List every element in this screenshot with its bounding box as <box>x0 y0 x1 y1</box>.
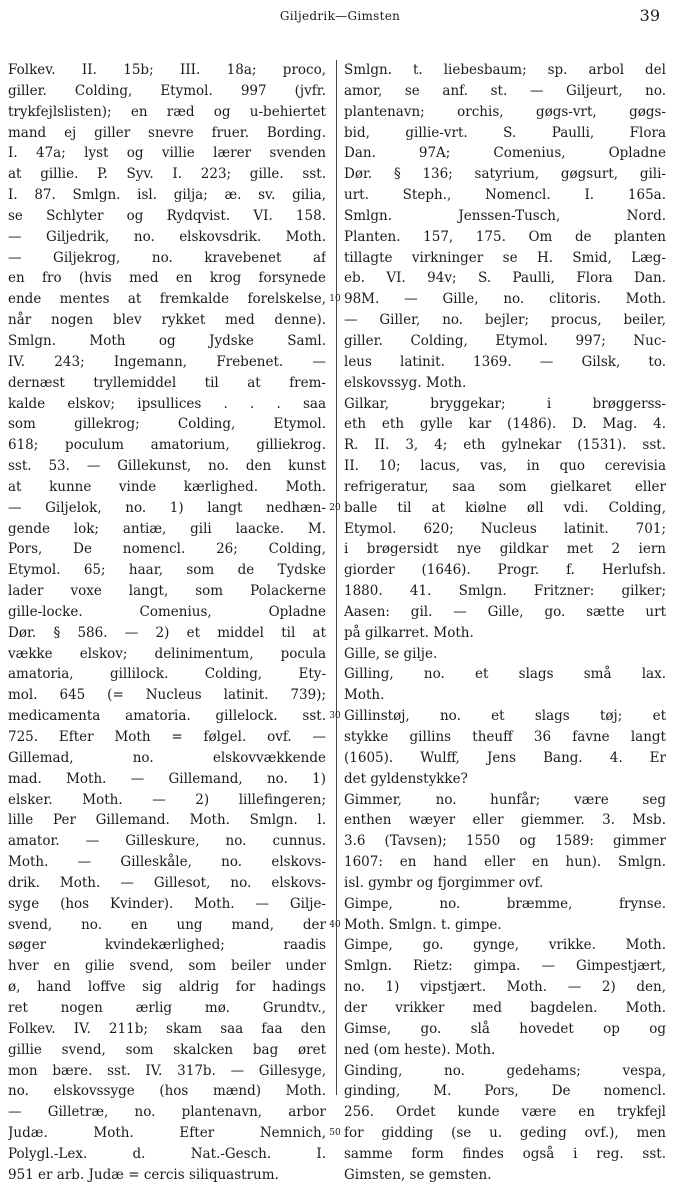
text-line: no. 1) vipstjært. Moth. — 2) den, <box>344 979 666 996</box>
text-line: mand ej giller snevre fruer. Bording. <box>8 124 326 141</box>
text-line: 951 er arb. Judæ = cercis siliquastrum. <box>8 1166 279 1183</box>
line-number: 30 <box>329 711 341 722</box>
text-line: for gidding (se u. geding ovf.), men <box>344 1125 666 1142</box>
text-line: Planten. 157, 175. Om de planten <box>344 228 666 245</box>
text-line: I. 87. Smlgn. isl. gilja; æ. sv. gilia, <box>8 187 326 204</box>
text-line: syge (hos Kvinder). Moth. — Gilje- <box>8 895 326 912</box>
text-line: Smlgn. t. liebesbaum; sp. arbol del <box>344 62 666 78</box>
text-line: Gilling, no. et slags små lax. <box>344 666 666 683</box>
text-line: Gimpe, no. bræmme, frynse. <box>344 895 666 912</box>
text-line: Dan. 97A; Comenius, Opladne <box>344 145 666 162</box>
text-line: amor, se anf. st. — Giljeurt, no. <box>344 82 666 99</box>
text-line: 725. Efter Moth = følgel. ovf. — <box>8 729 326 745</box>
text-line: — Giller, no. bejler; procus, beiler, <box>344 312 666 329</box>
text-line: Polygl.-Lex. d. Nat.-Gesch. I. <box>8 1145 326 1162</box>
text-line: i brøgersidt nye gildkar met 2 iern <box>344 541 666 558</box>
text-line: no. elskovssyge (hos mænd) Moth. <box>8 1083 326 1100</box>
text-line: IV. 243; Ingemann, Frebenet. — <box>8 353 326 370</box>
text-line: ende mentes at fremkalde forelskelse, <box>8 291 326 308</box>
text-line: amator. — Gilleskure, no. cunnus. <box>8 833 326 850</box>
text-line: plantenavn; orchis, gøgs-vrt, gøgs- <box>344 103 666 120</box>
text-line: det gyldenstykke? <box>344 770 468 787</box>
text-line: amatoria, gillilock. Colding, Ety- <box>8 666 326 683</box>
text-line: — Giljedrik, no. elskovsdrik. Moth. <box>8 228 326 245</box>
text-line: 1607: en hand eller en hun). Smlgn. <box>344 854 666 871</box>
text-line: samme form findes også i reg. sst. <box>344 1145 666 1162</box>
text-line: — Giljelok, no. 1) langt nedhæn- <box>8 499 326 516</box>
text-line: isl. gymbr og fjorgimmer ovf. <box>344 874 544 891</box>
text-line: I. 47a; lyst og villie lærer svenden <box>8 145 326 162</box>
text-line: Ginding, no. gedehams; vespa, <box>344 1062 666 1079</box>
text-line: svend, no. en ung mand, der <box>8 916 326 933</box>
text-line: Aasen: gil. — Gille, go. sætte urt <box>344 603 666 620</box>
text-line: giller. Colding, Etymol. 997 (jvfr. <box>8 82 326 99</box>
text-line: Etymol. 65; haar, som de Tydske <box>8 562 326 579</box>
text-line: gille-locke. Comenius, Opladne <box>8 603 326 620</box>
text-line: Smlgn. Rietz: gimpa. — Gimpestjært, <box>344 958 666 975</box>
text-line: lader voxe langt, som Polackerne <box>8 583 326 600</box>
text-line: 98M. — Gille, no. clitoris. Moth. <box>344 291 666 308</box>
text-line: 3.6 (Tavsen); 1550 og 1589: gimmer <box>344 833 666 850</box>
text-line: Smlgn. Moth og Jydske Saml. <box>8 332 326 349</box>
text-line: — Giljekrog, no. kravebenet af <box>8 249 326 266</box>
left-column <box>8 60 326 1186</box>
text-line: refrigeratur, saa som gielkaret eller <box>344 478 666 495</box>
text-line: at gillie. P. Syv. I. 223; gille. sst. <box>8 166 326 183</box>
text-line: urt. Steph., Nomencl. I. 165a. <box>344 187 666 204</box>
text-line: mad. Moth. — Gillemand, no. 1) <box>8 770 326 787</box>
text-line: Gimpe, go. gynge, vrikke. Moth. <box>344 937 666 954</box>
text-line: mol. 645 (= Nucleus latinit. 739); <box>8 687 326 704</box>
line-number: 10 <box>329 294 341 305</box>
text-line: Gille, se gilje. <box>344 645 438 662</box>
text-line: ned (om heste). Moth. <box>344 1041 496 1058</box>
text-line: Moth. — Gilleskåle, no. elskovs- <box>8 854 326 871</box>
text-line: elskovssyg. Moth. <box>344 374 467 391</box>
text-line: kalde elskov; ipsullices . . . saa <box>8 395 326 412</box>
text-line: Gillinstøj, no. et slags tøj; et <box>344 708 666 725</box>
text-line: vække elskov; delinimentum, pocula <box>8 645 326 662</box>
text-line: leus latinit. 1369. — Gilsk, to. <box>344 353 666 370</box>
text-line: Etymol. 620; Nucleus latinit. 701; <box>344 520 666 537</box>
page-header <box>0 6 680 28</box>
text-line: ginding, M. Pors, De nomencl. <box>344 1083 666 1100</box>
running-head: Giljedrik—Gimsten <box>279 9 401 23</box>
text-line: 618; poculum amatorium, gilliekrog. <box>8 437 326 454</box>
text-line: Gimsten, se gemsten. <box>344 1166 492 1183</box>
text-line: tillagte virkninger se H. Smid, Læg- <box>344 249 666 266</box>
line-number: 50 <box>329 1128 341 1139</box>
text-line: Folkev. IV. 211b; skam saa faa den <box>8 1020 326 1037</box>
text-line: der vrikker med bagdelen. Moth. <box>344 999 666 1016</box>
right-column <box>344 60 666 1186</box>
text-line: 256. Ordet kunde være en trykfejl <box>344 1104 666 1121</box>
text-line: Gillemad, no. elskovvækkende <box>8 749 326 766</box>
text-line: se Schlyter og Rydqvist. VI. 158. <box>8 207 326 224</box>
text-line: Moth. <box>344 687 385 704</box>
text-line: stykke gillins theuff 36 favne langt <box>344 729 666 745</box>
page-number: 39 <box>639 6 660 25</box>
text-line: Gimmer, no. hunfår; være seg <box>344 791 666 808</box>
text-line: balle til at kiølne øll vdi. Colding, <box>344 499 666 516</box>
text-line: Judæ. Moth. Efter Nemnich, <box>8 1125 326 1142</box>
text-line: enthen wæyer eller giemmer. 3. Msb. <box>344 812 666 829</box>
text-line: dernæst tryllemiddel til at frem- <box>8 374 326 391</box>
text-line: søger kvindekærlighed; raadis <box>8 937 326 954</box>
text-line: eth eth gylle kar (1486). D. Mag. 4. <box>344 416 666 433</box>
text-line: Gimse, go. slå hovedet op og <box>344 1020 666 1037</box>
column-divider <box>336 60 337 1095</box>
text-line: sst. 53. — Gillekunst, no. den kunst <box>8 458 326 475</box>
text-line: ret nogen ærlig mø. Grundtv., <box>8 999 326 1016</box>
text-line: medicamenta amatoria. gillelock. sst. <box>8 708 326 725</box>
text-line: giller. Colding, Etymol. 997; Nuc- <box>344 332 666 349</box>
text-line: ø, hand loffve sig aldrig for hadings <box>8 979 326 996</box>
text-line: gillie svend, som skalcken bag øret <box>8 1041 326 1058</box>
text-line: Dør. § 586. — 2) et middel til at <box>8 624 326 641</box>
text-line: — Gilletræ, no. plantenavn, arbor <box>8 1104 326 1121</box>
text-line: Smlgn. Jenssen-Tusch, Nord. <box>344 207 666 224</box>
text-line: eb. VI. 94v; S. Paulli, Flora Dan. <box>344 270 666 287</box>
text-line: R. II. 3, 4; eth gylnekar (1531). sst. <box>344 437 666 454</box>
text-line: 1880. 41. Smlgn. Fritzner: gilker; <box>344 583 666 600</box>
text-line: en fro (hvis med en krog forsynede <box>8 270 326 287</box>
text-line: II. 10; lacus, vas, in quo cerevisia <box>344 458 666 475</box>
text-line: på gilkarret. Moth. <box>344 624 474 641</box>
text-line: som gillekrog; Colding, Etymol. <box>8 416 326 433</box>
text-line: trykfejlslisten); en ræd og u-behiertet <box>8 103 326 120</box>
text-line: mon bære. sst. IV. 317b. — Gillesyge, <box>8 1062 326 1079</box>
text-line: Moth. Smlgn. t. gimpe. <box>344 916 502 933</box>
text-line: bid, gillie-vrt. S. Paulli, Flora <box>344 124 666 141</box>
text-line: elsker. Moth. — 2) lillefingeren; <box>8 791 326 808</box>
line-number: 20 <box>329 502 341 513</box>
text-line: Gilkar, bryggekar; i brøggerss- <box>344 395 666 412</box>
text-line: når nogen blev rykket med denne). <box>8 312 326 329</box>
text-line: drik. Moth. — Gillesot, no. elskovs- <box>8 874 326 891</box>
text-line: gende lok; antiæ, gili laacke. M. <box>8 520 326 537</box>
text-line: Folkev. II. 15b; III. 18a; proco, <box>8 62 326 78</box>
line-number: 40 <box>329 919 341 930</box>
text-line: lille Per Gillemand. Moth. Smlgn. l. <box>8 812 326 829</box>
text-line: giorder (1646). Progr. f. Herlufsh. <box>344 562 666 579</box>
text-line: Dør. § 136; satyrium, gøgsurt, gili- <box>344 166 666 183</box>
text-line: at kunne vinde kærlighed. Moth. <box>8 478 326 495</box>
text-line: (1605). Wulff, Jens Bang. 4. Er <box>344 749 666 766</box>
text-line: hver en gilie svend, som beiler under <box>8 958 326 975</box>
text-line: Pors, De nomencl. 26; Colding, <box>8 541 326 558</box>
